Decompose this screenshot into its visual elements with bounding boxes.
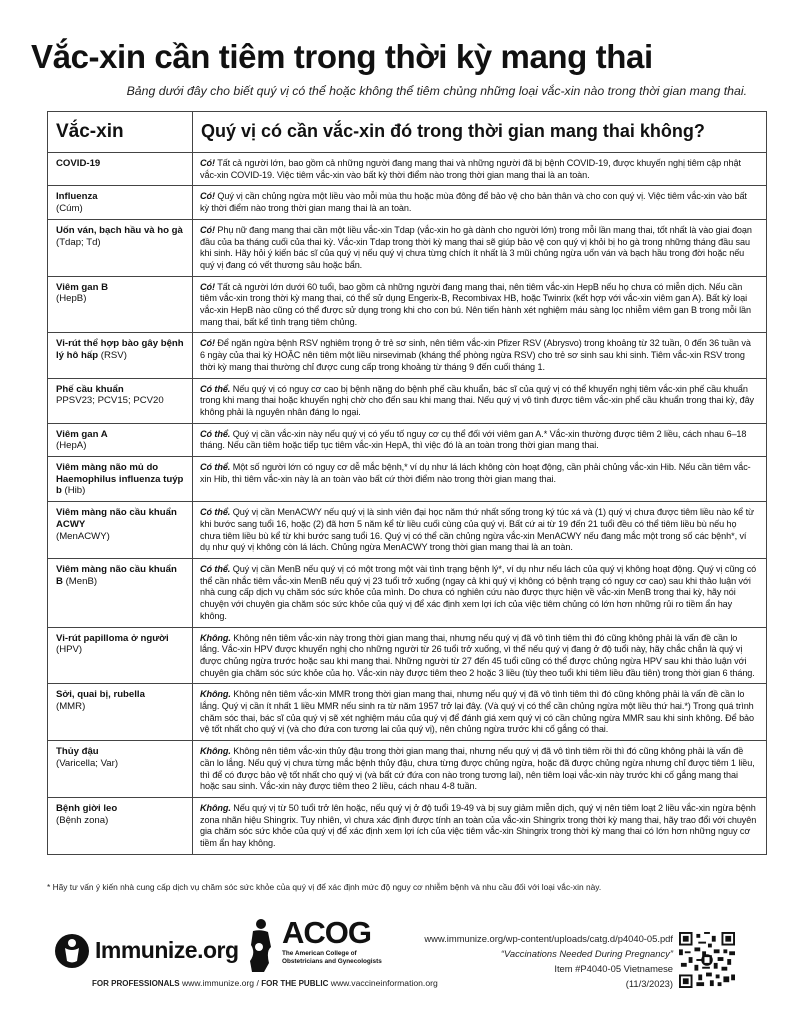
table-row (48, 153, 767, 186)
recommendation-cell (193, 741, 767, 798)
vaccine-abbreviation: (Tdap; Td) (56, 236, 101, 248)
acog-word: ACOG (282, 915, 371, 950)
recommendation-text: Một số người lớn có nguy cơ dễ mắc bệnh,* ví dụ như lá lách không còn hoạt động, cần phải chủng vắc-xin Hib. Nếu cần tiêm vắc-xin Hib, thì tiêm vắc-xin này là an toàn vào bất cứ thời điểm nào trong thời gian mang thai. (200, 462, 751, 484)
recommendation-text: Nếu quý vị từ 50 tuổi trở lên hoặc, nếu quý vị ở độ tuổi 19-49 và bị suy giảm miễn dịch, quý vị nên tiêm loạt 2 liều vắc-xin ngừa bệnh zona nhãn hiệu Shingrix. Tuy nhiên, vì chưa xác định được tính an toàn của vắc-xin Shingrix trong thời kỳ mang thai, hãy trao đổi với chuyên gia chăm sóc sức khỏe của quý vị để xác định xem lợi ích của việc tiêm vắc-xin Shingrix trong thời kỳ mang thai có lớn hơn những nguy cơ tiềm ẩn hay không. (200, 802, 757, 849)
table-row (48, 502, 767, 559)
recommendation-answer: Không. (200, 746, 231, 757)
acog-logo (244, 917, 394, 977)
vaccine-name-cell (48, 502, 193, 559)
header-question: Quý vị có cần vắc-xin đó trong thời gian mang thai không? (193, 112, 767, 153)
recommendation-cell (193, 276, 767, 333)
recommendation-text: Phụ nữ đang mang thai cần một liều vắc-xin Tdap (vắc-xin ho gà dành cho người lớn) trong mỗi lần mang thai, tốt nhất là vào giai đoạn đầu của ba tháng cuối của thai kỳ. Vắc-xin Tdap trong thời kỳ mang thai sẽ giúp bảo vệ con quý vị khỏi bị ho gà trong những tháng đầu sau khi sinh. Hãy hỏi ý kiến bác sĩ của quý vị nếu quý vị chưa từng chích ít nhất là 3 mũi chủng ngừa uốn ván và bạch hầu trong đời hoặc nếu quý vị đang có vết thương sâu hoặc bẩn. (200, 224, 752, 270)
recommendation-text: Quý vị cần chủng ngừa một liều vào mỗi mùa thu hoặc mùa đông để bảo vệ cho bản thân và cho con quý vị. Việc tiêm vắc-xin vào bất kỳ thời điểm nào trong thời gian mang thai là an toàn. (200, 191, 747, 214)
vaccine-name: Sởi, quai bị, rubella (56, 689, 145, 701)
vaccine-name: Vi-rút papilloma ở người (56, 632, 169, 644)
vaccine-name: Viêm màng não cầu khuẩn B (56, 563, 177, 587)
vaccine-abbreviation: (RSV) (98, 350, 127, 362)
vaccine-name-cell (48, 684, 193, 741)
vaccine-name-cell (48, 423, 193, 456)
recommendation-cell (193, 457, 767, 502)
meta-item: Item #P4040-05 Vietnamese (554, 963, 673, 974)
table-row (48, 684, 767, 741)
table-row (48, 627, 767, 684)
recommendation-text: Quý vị cần MenACWY nếu quý vị là sinh viên đại học năm thứ nhất sống trong ký túc xá và (1) quý vị chưa được tiêm liều nào kể từ khi bước sang tuổi 16, hoặc (2) đã hơn 5 năm kể từ liều cuối cùng của quý vị. Bất cứ ai từ 19 đến 21 tuổi đều có thể tiêm liều bù nếu họ chưa tiêm liều bù kể từ khi bước sang tuổi 16. Quý vị có thể cần chủng ngừa vắc-xin MenACWY nếu đang mắc một trong số các bệnh*, ví dụ như quý vị không còn lá lách. Chủng ngừa MenACWY trong thời gian mang thai là an toàn. (200, 507, 755, 553)
vaccine-name-cell (48, 378, 193, 423)
recommendation-cell (193, 219, 767, 276)
table-row (48, 558, 767, 627)
table-row (48, 219, 767, 276)
vaccine-abbreviation: (Hib) (61, 485, 86, 497)
recommendation-text: Không nên tiêm vắc-xin này trong thời gian mang thai, nhưng nếu quý vị đã vô tình tiêm thì đó cũng không phải là vấn đề cần lo lắng. Vắc-xin HPV được khuyến nghị cho những người từ 26 tuổi trở xuống, vì thế nếu quý vị đang ở độ tuổi này, hãy chắc chắn là quý vị được chủng ngừa trước hoặc sau khi mang thai. Những người từ 27 đến 45 tuổi cũng có thể được chủng ngừa HPV sau khi thảo luận với chuyên gia chăm sóc sức khỏe của họ. Vắc-xin này được tiêm theo 2 hoặc 3 liều (tùy theo tuổi khi tiêm liều đầu tiên) trong thời gian 6 tháng. (200, 632, 755, 678)
vaccine-abbreviation: (Cúm) (56, 203, 83, 215)
vaccine-abbreviation: (HPV) (56, 644, 83, 656)
recommendation-answer: Có thể. (200, 428, 231, 439)
vaccine-abbreviation: (HepA) (56, 440, 87, 452)
table-row (48, 423, 767, 456)
vaccine-name-cell (48, 219, 193, 276)
recommendation-cell (193, 558, 767, 627)
recommendation-cell (193, 684, 767, 741)
page-subtitle: Bảng dưới đây cho biết quý vị có thể hoặc không thể tiêm chủng những loại vắc-xin nào trong thời gian mang thai. (126, 84, 747, 98)
recommendation-answer: Không. (200, 632, 231, 643)
recommendation-answer: Có thể. (200, 507, 231, 518)
pro-label: FOR PROFESSIONALS (92, 979, 180, 988)
meta-title: “Vaccinations Needed During Pregnancy” (500, 948, 673, 959)
recommendation-answer: Có thể. (200, 462, 231, 473)
recommendation-answer: Có! (200, 338, 215, 349)
recommendation-cell (193, 153, 767, 186)
vaccine-name-cell (48, 186, 193, 219)
recommendation-text: Không nên tiêm vắc-xin thủy đậu trong thời gian mang thai, nhưng nếu quý vị đã vô tình tiêm rồi thì đó cũng không phải là vấn đề cần lo lắng. Nếu quý vị chưa từng mắc bệnh thủy đậu, chưa từng được chủng ngừa, hoặc đã được chủng ngừa nhưng chỉ được tiêm 1 liều, thì để có được bảo vệ tốt nhất cho quý vị (và bất cứ đứa con nào trong tương lai), nên tiêm loại vắc-xin này trước khi cố gắng mang thai hoặc sau sinh. Vắc-xin này được tiêm theo 2 liều, cách nhau 4-8 tuần. (200, 746, 755, 792)
vaccine-abbreviation: (Bệnh zona) (56, 814, 109, 826)
recommendation-text: Tất cả người lớn dưới 60 tuổi, bao gồm cả những người đang mang thai, nên tiêm vắc-xin HepB nếu họ chưa có miễn dịch. Nếu cần tiêm vắc-xin trong thời kỳ mang thai, có thể sử dụng Engerix-B, Recombivax HB, hoặc Twinrix (kết hợp với vắc-xin viêm gan A). Bất kỳ loại vắc-xin HepB nào cũng có thể được sử dụng trong khi cho con bú. Nên tiến hành xét nghiệm máu sàng lọc nhiễm viêm gan B trong mỗi lần mang thai, bất kể tình trạng tiêm chủng. (200, 281, 751, 327)
table-row (48, 457, 767, 502)
immunize-logo-icon (55, 934, 89, 968)
recommendation-cell (193, 378, 767, 423)
vaccine-name-cell (48, 627, 193, 684)
table-row (48, 797, 767, 854)
table-row (48, 276, 767, 333)
vaccine-name: Viêm màng não cầu khuẩn ACWY (56, 507, 177, 530)
pro-url[interactable]: www.immunize.org (181, 978, 255, 988)
recommendation-answer: Có! (200, 224, 215, 235)
vaccine-name-cell (48, 457, 193, 502)
recommendation-cell (193, 627, 767, 684)
recommendation-cell (193, 333, 767, 378)
recommendation-text: Để ngăn ngừa bệnh RSV nghiêm trọng ở trẻ sơ sinh, nên tiêm vắc-xin Pfizer RSV (Abrysvo) trong khoảng từ 32 tuần, 0 đến 36 tuần và 6 ngày của thai kỳ HOẶC nên tiêm một liều nirsevimab (kháng thể phòng ngừa RSV) cho trẻ sơ sinh sau khi sinh. Tiêm vắc-xin RSV trong thời kỳ mang thai thường chỉ được cung cấp trong khoảng từ tháng 9 đến cuối tháng 1. (200, 338, 751, 372)
table-header-row (48, 112, 767, 153)
recommendation-cell (193, 797, 767, 854)
recommendation-text: Không nên tiêm vắc-xin MMR trong thời gian mang thai, nhưng nếu quý vị đã vô tình tiêm thì đó cũng không phải là vấn đề cần lo lắng. Quý vị cần ít nhất 1 liều MMR nếu sinh ra từ năm 1957 trở lại đây. (Và quý vị có thể cần chủng ngừa một liều thứ hai.*) Trong quá trình chăm sóc thai, bác sĩ của quý vị sẽ xét nghiệm máu của quý vị để đánh giá xem quý vị có cần chủng ngừa MMR sau khi sinh không. Để bảo vệ tốt nhất cho quý vị (và cho đứa con tương lai của quý vị), nên chủng ngừa trước khi cố gắng có thai. (200, 689, 755, 735)
table-row (48, 333, 767, 378)
vaccine-abbreviation: (HepB) (56, 293, 87, 305)
footer-links (92, 978, 438, 988)
meta-url[interactable]: www.immunize.org/wp-content/uploads/catg.d/p4040-05.pdf (424, 933, 673, 944)
vaccine-name: Vi-rút thể hợp bào gây bệnh lý hô hấp (56, 338, 184, 362)
recommendation-cell (193, 502, 767, 559)
acog-subtitle (282, 950, 392, 966)
recommendation-answer: Không. (200, 689, 231, 700)
vaccine-abbreviation: (MenACWY) (56, 530, 110, 542)
vaccine-name: Viêm gan A (56, 428, 108, 440)
vaccine-name: Viêm màng não mủ do Haemophilus influenza tuýp b (56, 462, 184, 497)
vaccine-name: Phế cầu khuẩn (56, 383, 124, 395)
recommendation-text: Quý vị cần MenB nếu quý vị có một trong một vài tình trạng bệnh lý*, ví dụ như nếu lách của quý vị không hoạt động. Quý vị cũng có thể cần nhắc tiêm vắc-xin MenB nếu quý vị 23 tuổi trở xuống (ngay cả khi quý vị không có bệnh trạng có nguy cơ cao) sau khi thảo luận với nhà cung cấp dịch vụ chăm sóc sức khỏe của mình. Do chưa có nghiên cứu nào được thực hiện về vắc-xin MenB trong thai kỳ, hãy nói chuyện với chuyên gia chăm sóc sức khỏe của quý vị để xác định xem lợi ích của việc tiêm chủng có lớn hơn những rủi ro tiềm ẩn hay không. (200, 563, 757, 621)
vaccine-name: Bệnh giời leo (56, 802, 118, 814)
acog-figure-icon (244, 917, 276, 973)
recommendation-answer: Có thể. (200, 563, 231, 574)
acog-sub-line1: The American College of (282, 950, 357, 957)
vaccine-name-cell (48, 797, 193, 854)
footnote: * Hãy tư vấn ý kiến nhà cung cấp dịch vụ chăm sóc sức khỏe của quý vị để xác định mức độ nguy cơ nhiễm bệnh và nhu cầu đối với loại vắc-xin này. (47, 882, 602, 892)
table-row (48, 378, 767, 423)
table-row (48, 186, 767, 219)
immunize-logo (55, 932, 245, 972)
vaccine-name-cell (48, 741, 193, 798)
vaccine-abbreviation: (MenB) (62, 575, 98, 587)
footer-separator: / (256, 978, 259, 988)
recommendation-text: Quý vị cần vắc-xin này nếu quý vị có yếu tố nguy cơ cụ thể đối với viêm gan A.* Vắc-xin thường được tiêm 2 liều, cách nhau 6–18 tháng. Nếu cần tiêm hoặc tiếp tục tiêm vắc-xin HepA, thì việc đó là an toàn trong thời gian mang thai. (200, 428, 747, 451)
recommendation-text: Tất cả người lớn, bao gồm cả những người đang mang thai và những người đã bị bệnh COVID-19, được khuyến nghị tiêm cập nhật vắc-xin COVID-19. Việc tiêm vắc-xin vào bất kỳ thời điểm nào trong thời gian mang thai là an toàn. (200, 158, 741, 180)
document-meta (424, 931, 673, 991)
public-label: FOR THE PUBLIC (261, 979, 329, 988)
recommendation-cell (193, 186, 767, 219)
qr-code-icon (679, 931, 735, 989)
vaccine-name: COVID-19 (56, 158, 101, 169)
recommendation-answer: Có! (200, 158, 215, 168)
table-body (48, 153, 767, 855)
vaccine-abbreviation: PPSV23; PCV15; PCV20 (56, 395, 164, 407)
immunize-logo-text: Immunize.org (95, 937, 239, 963)
table-row (48, 741, 767, 798)
vaccine-name-cell (48, 333, 193, 378)
recommendation-text: Nếu quý vị có nguy cơ cao bị bệnh nặng do bệnh phế cầu khuẩn, bác sĩ của quý vị có thể khuyến nghị tiêm vắc-xin phế cầu khuẩn trong khi mang thai hoặc khuyến nghị chờ cho đến sau khi mang thai. Nếu quý vị vô tình được tiêm vắc-xin phế cầu khuẩn trong thai kỳ, đây không phải là nguyên nhân đáng lo ngại. (200, 383, 755, 417)
vaccine-abbreviation: (Varicella; Var) (56, 757, 119, 769)
vaccine-name: Viêm gan B (56, 281, 109, 293)
vaccine-name-cell (48, 153, 193, 186)
vaccine-table (47, 111, 767, 855)
vaccine-name: Thủy đậu (56, 746, 99, 758)
vaccine-name: Uốn ván, bạch hầu và ho gà (56, 224, 183, 236)
recommendation-cell (193, 423, 767, 456)
meta-date: (11/3/2023) (625, 978, 673, 989)
vaccine-name: Influenza (56, 191, 98, 203)
acog-sub-line2: Obstetricians and Gynecologists (282, 958, 382, 965)
vaccine-name-cell (48, 558, 193, 627)
page-title: Vắc-xin cần tiêm trong thời kỳ mang thai (31, 38, 653, 75)
public-url[interactable]: www.vaccineinformation.org (330, 978, 438, 988)
recommendation-answer: Có thể. (200, 383, 231, 394)
recommendation-answer: Có! (200, 281, 215, 292)
recommendation-answer: Không. (200, 802, 231, 813)
recommendation-answer: Có! (200, 191, 215, 202)
vaccine-name-cell (48, 276, 193, 333)
header-vaccine: Vắc-xin (48, 112, 193, 153)
vaccine-abbreviation: (MMR) (56, 701, 86, 713)
